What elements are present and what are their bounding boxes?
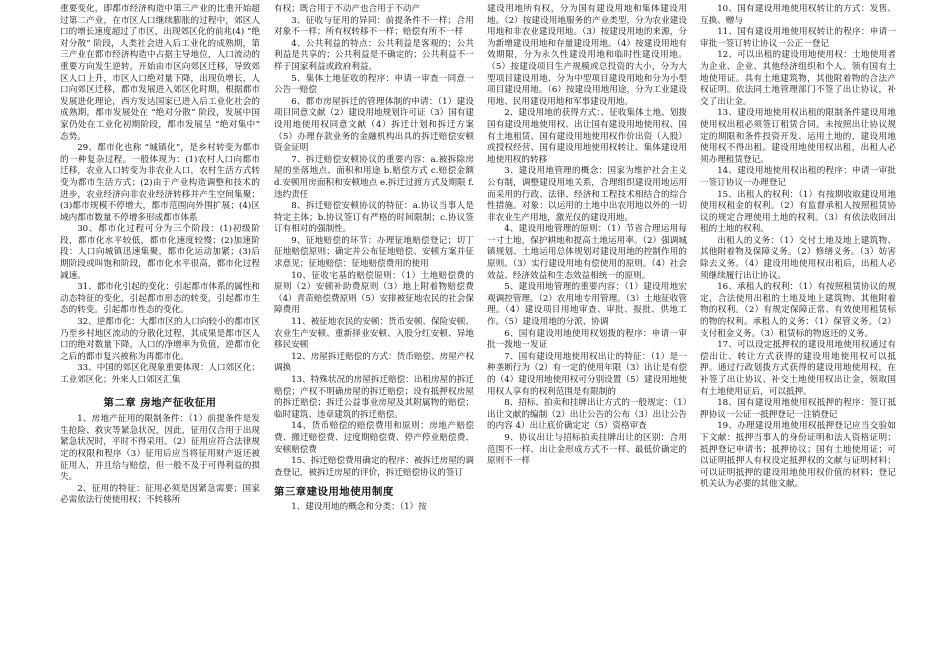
- paragraph: 12、可以出租的建设用地使用权：土地使用者为企业、企业、其他经济组织和个人。领有国有土地使用证。具有土地建筑物，其他附着物的合法产权证明。依法同土地管理部门不签了出让协议，补交了出让金。: [700, 50, 896, 107]
- paragraph: 12、房屋拆迁赔偿的方式：货币赔偿、房屋产权调换: [274, 351, 474, 374]
- chapter-heading: 第三章建设用地使用制度: [274, 486, 394, 499]
- paragraph: 13、建设用地使用权出租的限制条件建设用地使用权出租必须签订租赁合同。未按照出让协议规定的期限和条件投资开发、运用土地的，建设用地使用权不得出租。建设用地使用权出租，出租人必须办理租赁登记。: [700, 108, 896, 165]
- paragraph: 14、货币赔偿的赔偿费用和原则：房地产赔偿费、搬迁赔偿费、过度期赔偿费、停产停业赔偿费、安顿赔偿费: [274, 421, 474, 455]
- paragraph: 9、征地赔偿的环节：办理征地赔偿登记；切丁征地赔偿原则；确定并公布征地赔偿、安顿方案并征求意见；征地赔偿：征地赔偿费用的使用: [274, 235, 474, 270]
- text-column-1: [60, 4, 260, 668]
- paragraph: 14、建设用地使用权出租的程序：申请一审批一签订协议一办理登记: [700, 166, 896, 188]
- paragraph: 13、特殊状况的房屋拆迁赔偿：出租房屋的拆迁赔偿；产权不明确房屋的拆迁赔偿；设有抵押权房屋的拆迁赔偿；拆迁公益事业房屋及其附属物的赔偿；临时建筑、违章建筑的拆迁赔偿。: [274, 375, 474, 420]
- paragraph: 10、征收宅基的赔偿原则：（1）土地赔偿费的原则（2）安顿补助费原则（3）地上附着物赔偿费（4）青苗赔偿费原则（5）安排被征地农民的社会保障费用: [274, 270, 474, 316]
- paragraph: 2、征用的特征：征用必须是因紧急需要；国家必需依法行使使用权；不转移所: [60, 483, 260, 506]
- paragraph: 6、国有建设用地使用权划拨的程序：申请一审批一拨地一发证: [487, 328, 687, 351]
- paragraph: 8、招标、拍卖和挂牌出让方式的一般规定：（1）出让文献的编制（2）出让公告的公布（3）出让公告的内容 4）出让底价确定定（5）资格审查: [487, 398, 687, 432]
- paragraph: 19、办理建设用地使用权抵押登记应当交验如下文献：抵押当事人的身份证明和法人资格证明；抵押登记申请书；抵押协议；国有土地使用证；可以证明抵押人有权设定抵押权的文献与证明材料；可以证明抵押的建设用地使用权价值的材料；登记机关认为必要的其他文献。: [700, 421, 896, 490]
- paragraph: 32、逆都市化：大都市区的人口向较小的都市区乃至乡村地区流动的分散化过程，其成果是都市区人口的绝对数量下降，人口的净增率为负值，逆都市化之后的都市复兴被称为再都市化。: [60, 317, 260, 362]
- paragraph: 10、国有建设用地使用权转让的方式：发售、互换、赠与: [700, 4, 896, 26]
- paragraph: 6、都市房屋拆迁的管理体制的申请：（1）建设项目同意文献（2）建设用地规划许可证（3）国有建设用地使用权同意文献（4）拆迁计划和拆迁方案（5）办理存款业务的金融机构出具的拆迁赔偿安顿资金证明: [274, 96, 474, 154]
- paragraph: 18、国有建设用地使用权抵押的程序：签订抵押协议一公证一抵押登记一注销登记: [700, 398, 896, 420]
- paragraph: 3、建设用地管理的概念：国家为维护社会主义公有制，调整建设用地关系，合理组织建设用地运用而采用的行政、法律、经济和工程技术相结合的综合性措施。对象：以运用的土地中出农用地以外的一切非农业生产用地，激光仪的建设用地。: [487, 166, 687, 223]
- paragraph: 4、公共利益的特点：公共利益是客观的；公共利益是共享的；公共利益是不确定的；公共利益不一样于国家利益或政府利益。: [274, 38, 474, 72]
- paragraph: 4、建设用地管理的原则：（1）节省合理运用每一寸土地，保护耕地和提高土地运用率。（2）强调城镇规划、土地运用总体规划对建设用地的控制作用的原则。（3）实行建设用地有偿使用的原则。（4）社会效益、经济效益和生态效益相统一的原则。: [487, 224, 687, 281]
- paragraph: 1、房地产征用的限制条件：（1）前提条件是发生抢险、救灾等紧急状况，因此，征用仅合用于出现紧急状况时，平时不得采用。（2）征用应符合法律规定的权限和程序（3）征用后应当将征用财产返还被征用人，并且给与赔偿，但一般不及于可得利益的损失。: [60, 414, 260, 483]
- paragraph: 1、建设用地的概念和分类：（1）按: [291, 501, 427, 512]
- paragraph: 5、集体土地征收的程序：申请一审查一同意一公告一赔偿: [274, 73, 474, 96]
- paragraph: 31、都市化引起的变化：引起都市体系的属性和动态特征的变化，引起都市形态的转变，引起都市生态的转变。引起都市性态的变化。: [60, 282, 260, 316]
- paragraph: 11、被征地农民的安顿：货币安顿、保险安顿、农业生产安顿、重新择业安顿、入股分红安顿、异地移民安顿: [274, 317, 474, 351]
- paragraph: 11、国有建设用地使用权转让的程序：申请一审批一签订转让协议一公正一登记: [700, 27, 896, 49]
- chapter-heading: 第二章 房地产征收征用: [103, 396, 217, 409]
- paragraph: 17、可以设定抵押权的建设用地使用权通过有偿出让、转让方式获得的建设用地使用权可以抵押。通过行政划拨方式获得的建设用地使用权，在补签了出让协议、补交土地使用权出让金，领取国有土地使用证后，可以抵押。: [700, 340, 896, 397]
- paragraph: 有权；既合用于不动产也合用于不动产: [274, 4, 421, 14]
- paragraph: 30、都市化过程可分为三个阶段：(1)初级阶段，都市化水平较低，都市化速度较慢；(2)加速阶段：人口向城镇迅速集聚，都市化运动加紧；(3)后期阶段或叫饱和阶段，都市化水平很高，都市化过程减速。: [60, 224, 260, 281]
- text-column-4: [700, 4, 896, 668]
- paragraph: 出租人的义务：（1）交付土地及地上建筑物、其他附着物及保障义务。（2）修缮义务。（3）妨害除去义务。（4）建设用地使用权出租后，出租人必须继续履行出让协议。: [700, 235, 896, 281]
- paragraph: 16、承租人的权利：（1）有按照租赁协议的规定，合法使用出租的土地及地上建筑物、其他附着物的权利。（2）有规定保障正常、有效使用租赁标的物的权利。承租人的义务：（1）保管义务。（2）支付租金义务。（3）租赁标的物返还的义务。: [700, 282, 896, 339]
- paragraph: 重要变化，即都市经济构造中第三产业的比重开始超过第二产业，在市区人口继续膨胀的过程中，郊区人口的增长速度超过了市区，出现郊区化的前兆(4) “绝对分散” 阶段，人类社会进入后工业化的成熟期，第三产业在都市经济构造中占据主导地位，人口流动的重要方向发生逆转，开始由市区向郊区迁移，导致郊区人口上升，市区人口绝对量下降，出现负增长，人口向郊区迁移，都市发展进入郊区化时期，根据都市发展进化理论，西方发达国家已进入后工业化社会的成熟期，都市发展处在 “绝对分散” 阶段，发展中国家仍处在工业化初期阶段，都市发展呈 “绝对集中” 态势。: [60, 4, 260, 142]
- paragraph: 5、建设用地管理的重要内容：（1）建设用地宏观调控管理。（2）农用地专用管理。（3）土地征收管理。（4）建设项目用地审查、审批、报批、供地工作。（5）建设用地的分派、协调: [487, 282, 687, 328]
- paragraph: 9、协议出让与招标拍卖挂牌出让的区别：合用范围不一样、出让金形成方式不一样、最低价确定的原则不一样: [487, 432, 687, 467]
- paragraph: 2、建设用地的获得方式：、征收集体土地、划拨国有建设用地使用权、出让国有建设用地使用权、国有土地租赁、国有建设用地使用权作价出资（入股）或授权经营、国有建设用地使用权转让、集体建设用地使用权的转移: [487, 108, 687, 165]
- paragraph: 7、国有建设用地使用权出让的特征：（1）是一种垄断行为（2）有一定的使用年限（3）出让是有偿的（4）建设用地使用权可分别设置（5）建设用地使用权人享有的权利范围是有限制的: [487, 351, 687, 397]
- paragraph: 15、拆迁赔偿费用确定的程序：被拆迁房屋的调查登记，被拆迁房屋的评价，拆迁赔偿协议的签订: [274, 456, 474, 478]
- text-column-3: [487, 4, 687, 668]
- paragraph: 29、都市化也称 “城镇化”，是乡村转变为都市的一种复杂过程。一般体现为：(1)农村人口向都市迁移，农业人口转变为非农业人口，农村生活方式转变为都市生活方式；(2)由于产业构造调整和技术的进步，农业经济向非农业经济转移并产生空间集聚；(3)都市规模不停增大，都市范围向外围扩展；(4)区域内都市数量不停增多形成都市体系: [60, 143, 260, 223]
- text-column-2: [274, 4, 474, 668]
- paragraph: 33、中国的郊区化现象重要体现：人口郊区化；工业郊区化；外来人口郊区汇集: [60, 363, 260, 385]
- paragraph: 建设用地所有权，分为国有建设用地和集体建设用地。（2）按建设用地服务的产业类型，分为农业建设用地和非农业建设用地。（3）按建设用地的来源，分为新增建设用地和存量建设用地。（4）按建设用地有效期限，分为永久性建设用地和临时性建设用地。（5）按建设项目生产规模或总投资的大小，分为大型项目建设用地、分为中型项目建设用地和分为小型项目建设用地。（6）按建设用地用途，分为工业建设用地、民用建设用地和军事建设用地。: [487, 4, 687, 107]
- paragraph: 8、拆迁赔偿安顿协议的特征：a.协议当事人是特定主体；b.协议签订有严格的时间限制；c.协议签订有相对的强制性。: [274, 201, 474, 235]
- paragraph: 3、征收与征用的异同：前提条件不一样；合用对象不一样；所有权转移不一样；赔偿有所不一样: [274, 15, 474, 38]
- paragraph: 15、出租人的权利：（1）有按期收取建设用地使用权租金的权利。（2）有监督承租人按照租赁协议的规定合理使用土地的权利。（3）有依法收回出租的土地的权利。: [700, 189, 896, 235]
- paragraph: 7、拆迁赔偿安顿协议的重要内容：a.被拆除房屋的坐落地点、面积和用途 b.赔偿方式 c.赔偿金额 d.安顿用房面积和安顿地点 e.拆迁过渡方式及期限 f.违约责任: [274, 154, 474, 200]
